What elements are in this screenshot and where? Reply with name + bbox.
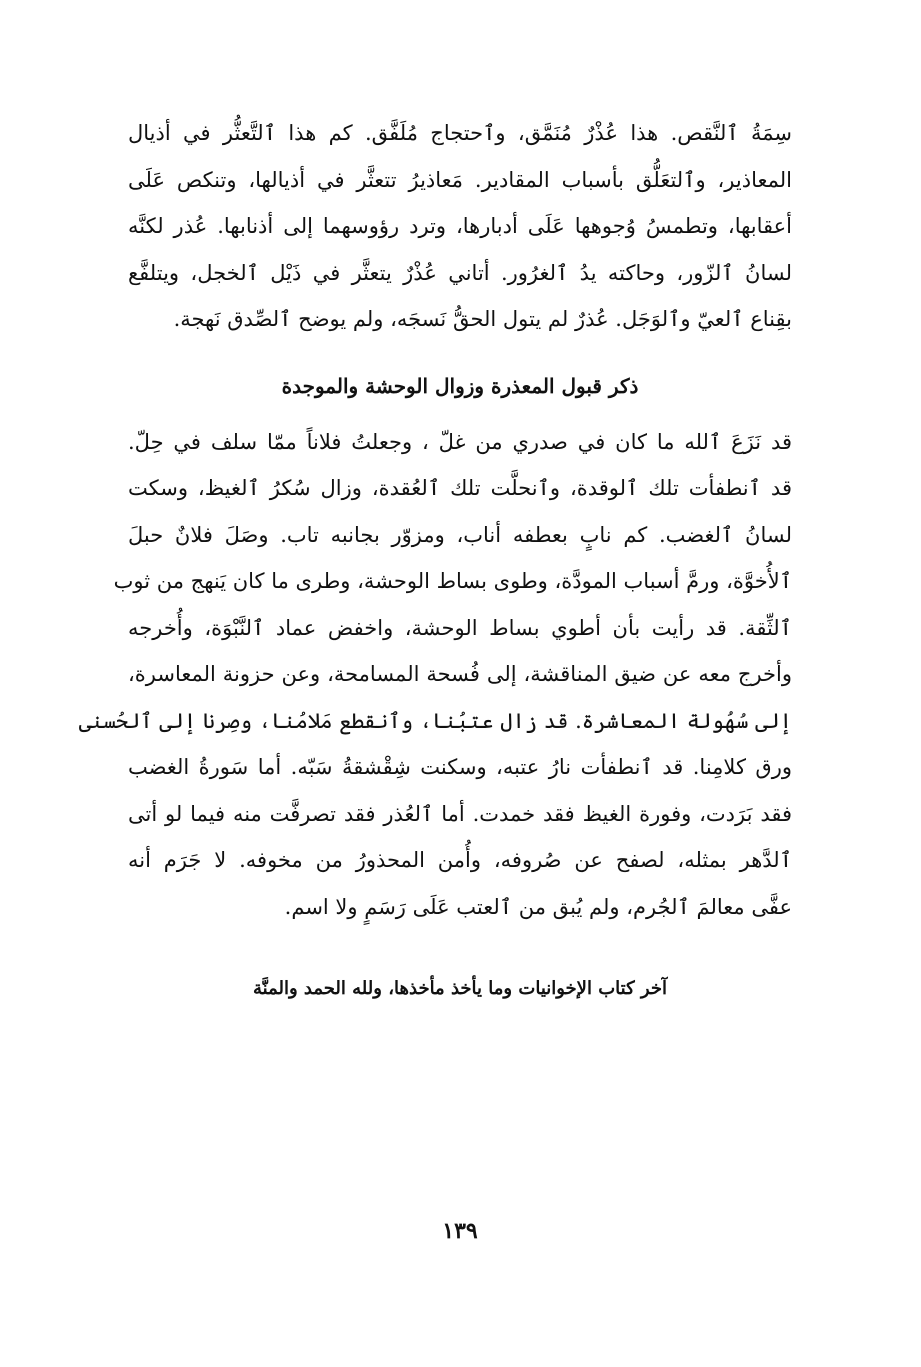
paragraph-2-line: ٱلدَّهر بمثله، لصفح عن صُروفه، وأُمن المحذورُ من مخوفه. لا جَرَم أنه: [128, 848, 792, 872]
paragraph-2-line: لسانُ ٱلغضب. كم نابٍ بعطفه أناب، ومزوّر بجانبه تاب. وصَلَ فلانٌ حبلَ: [128, 522, 792, 547]
paragraph-1-line: المعاذير، وٱلتعَلُّق بأسباب المقادير. مَعاذيرُ تتعثَّر في أذيالها، وتنكص عَلَى: [128, 167, 792, 192]
paragraph-2-line: قد ٱنطفأت تلك ٱلوقدة، وٱنحلَّت تلك ٱلعُقدة، وزال سُكرُ ٱلغيظ، وسكت: [128, 476, 792, 500]
paragraph-1-line: سِمَةُ ٱلنَّقص. هذا عُذْرٌ مُنَمَّق، وٱحتجاج مُلَفَّق. كم هذا ٱلتَّعثُّر في أذيال: [128, 121, 792, 145]
page-number: ١٣٩: [442, 1218, 478, 1244]
paragraph-1-line: أعقابها، وتطمسُ وُجوهها عَلَى أدبارها، وترد رؤوسهما إلى أذنابها. عُذر لكنَّه: [128, 214, 792, 238]
paragraph-2: [78, 419, 793, 931]
paragraph-2-line: عفَّى معالمَ ٱلجُرم، ولم يُبق من ٱلعتب عَلَى رَسَمٍ ولا اسم.: [284, 894, 792, 919]
paragraph-1-line: لسانُ ٱلزّور، وحاكته يدُ ٱلغرُور. أتاني عُذْرٌ يتعثَّر في ذَيْل ٱلخجل، ويتلفَّع: [128, 260, 792, 285]
paragraph-2-line: فقد بَرَدت، وفورة الغيظ فقد خمدت. أما ٱلعُذر فقد تصرفَّت منه فيما لو أتى: [128, 801, 792, 826]
paragraph-1-line: بقِناع ٱلعيّ وٱلوَجَل. عُذرٌ لم يتول الحقُّ نَسجَه، ولم يوضح ٱلصِّدق نَهجة.: [173, 307, 792, 331]
paragraph-2-line: ٱلثِّقة. قد رأيت بأن أطوي بساط الوحشة، واخفض عماد ٱلنَّبْوَة، وأُخرجه: [128, 615, 792, 640]
colophon: آخر كتاب الإخوانيات وما يأخذ مأخذها، ولله الحمد والمنَّة: [253, 978, 667, 999]
section-heading: ذكر قبول المعذرة وزوال الوحشة والموجدة: [281, 373, 639, 398]
paragraph-2-line: ورق كلامِنا. قد ٱنطفأت نارُ عتبه، وسكنت شِقْشقةُ سَبّه. أما سَورةُ الغضب: [128, 755, 792, 779]
book-page: [78, 110, 793, 1310]
paragraph-2-line: وأخرج معه عن ضيق المناقشة، إلى فُسحة المسامحة، وعن حزونة المعاسرة،: [128, 662, 792, 686]
paragraph-2-line: ٱلأُخوَّة، ورمَّ أسباب المودَّة، وطوى بساط الوحشة، وطرى ما كان يَنهج من ثوب: [113, 569, 792, 593]
paragraph-1: [128, 110, 792, 343]
paragraph-2-line: قد نَزَعَ ٱلله ما كان في صدري من غلّ ، وجعلتُ فلاناً ممّا سلف في حِلّ.: [128, 429, 793, 454]
paragraph-2-line: إلى سُهُولة المعاشرة. قد زال عتبُنا، وٱنقطع مَلامُنا، وصِرنا إلى ٱلحُسنى: [78, 708, 792, 733]
